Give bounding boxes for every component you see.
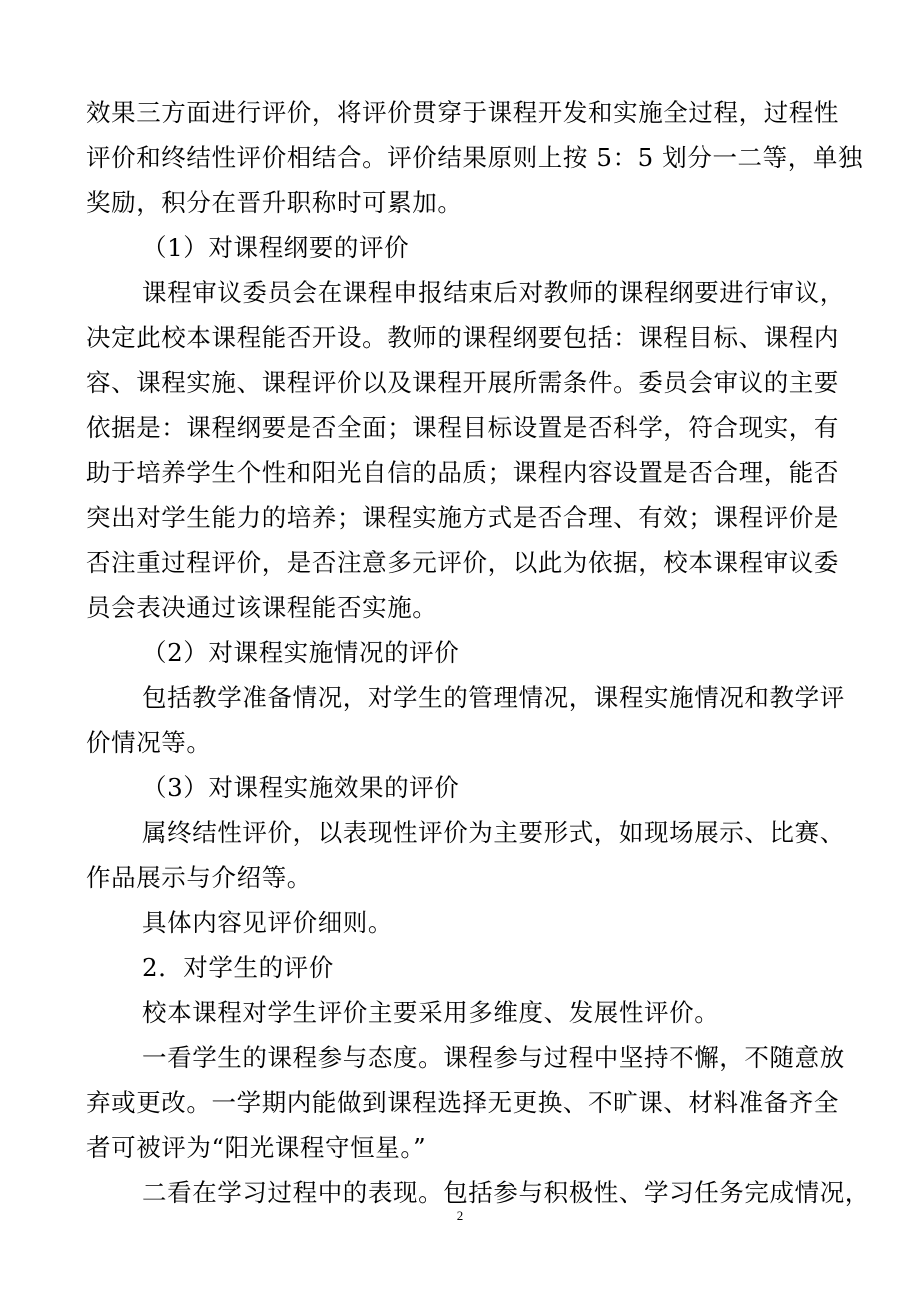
- page-number: 2: [456, 1208, 464, 1223]
- paragraph-line: 效果三方面进行评价，将评价贯穿于课程开发和实施全过程，过程性: [86, 98, 839, 127]
- paragraph-line: 作品展示与介绍等。: [86, 863, 312, 892]
- paragraph-line: 突出对学生能力的培养；课程实施方式是否合理、有效；课程评价是: [86, 503, 839, 532]
- paragraph-line: 二看在学习过程中的表现。包括参与积极性、学习任务完成情况，: [142, 1178, 870, 1207]
- paragraph-line: 属终结性评价，以表现性评价为主要形式，如现场展示、比赛、: [142, 818, 845, 847]
- paragraph-line: 依据是：课程纲要是否全面；课程目标设置是否科学，符合现实，有: [86, 413, 839, 442]
- paragraph-line: 决定此校本课程能否开设。教师的课程纲要包括：课程目标、课程内: [86, 323, 839, 352]
- paragraph-line: 者可被评为“阳光课程守恒星。”: [86, 1133, 427, 1162]
- paragraph-line: 弃或更改。一学期内能做到课程选择无更换、不旷课、材料准备齐全: [86, 1088, 839, 1117]
- section-heading: （2）对课程实施情况的评价: [142, 638, 460, 667]
- paragraph-line: 包括教学准备情况，对学生的管理情况，课程实施情况和教学评: [142, 683, 845, 712]
- section-heading: 2．对学生的评价: [142, 953, 334, 982]
- paragraph-line: 课程审议委员会在课程申报结束后对教师的课程纲要进行审议，: [142, 278, 845, 307]
- paragraph-line: 员会表决通过该课程能否实施。: [86, 593, 438, 622]
- paragraph-line: 奖励，积分在晋升职称时可累加。: [86, 188, 463, 217]
- paragraph-line: 一看学生的课程参与态度。课程参与过程中坚持不懈，不随意放: [142, 1043, 845, 1072]
- section-heading: （1）对课程纲要的评价: [142, 233, 410, 262]
- paragraph-line: 容、课程实施、课程评价以及课程开展所需条件。委员会审议的主要: [86, 368, 839, 397]
- paragraph-line: 评价和终结性评价相结合。评价结果原则上按 5：5 划分一二等，单独: [86, 143, 864, 172]
- paragraph-line: 具体内容见评价细则。: [142, 908, 393, 937]
- paragraph-line: 助于培养学生个性和阳光自信的品质；课程内容设置是否合理，能否: [86, 458, 839, 487]
- section-heading: （3）对课程实施效果的评价: [142, 773, 460, 802]
- paragraph-line: 价情况等。: [86, 728, 212, 757]
- paragraph-line: 校本课程对学生评价主要采用多维度、发展性评价。: [142, 998, 720, 1027]
- paragraph-line: 否注重过程评价，是否注意多元评价，以此为依据，校本课程审议委: [86, 548, 839, 577]
